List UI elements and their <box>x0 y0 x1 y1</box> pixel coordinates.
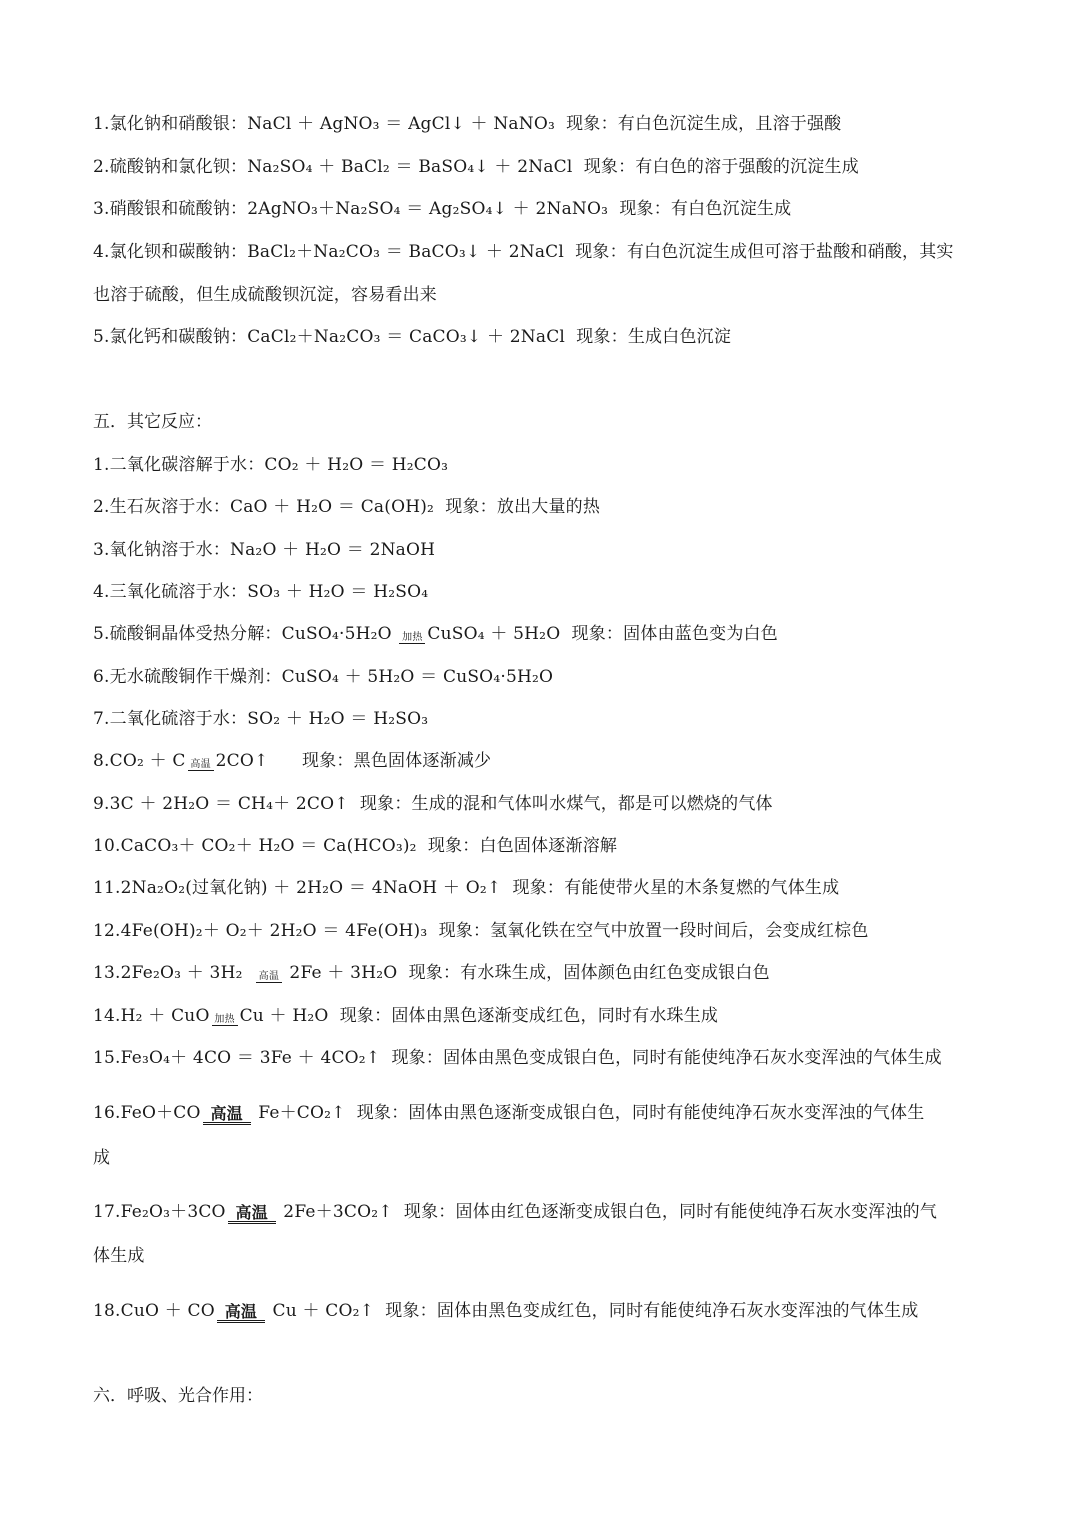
section-5-heading: 五．其它反应： <box>93 412 212 432</box>
reaction-condition <box>217 1304 265 1323</box>
equation-line-5-7 <box>93 707 428 731</box>
equation-line-5-18 <box>93 1299 918 1323</box>
equation-line-5-15 <box>93 1046 942 1070</box>
equation-text: Cu ＋ CO₂↑ 现象：固体由黑色变成红色，同时有能使纯净石灰水变浑浊的气体生成 <box>266 1301 919 1321</box>
equation-text: 10.CaCO₃＋ CO₂＋ H₂O ＝ Ca(HCO₃)₂ 现象：白色固体逐渐溶解 <box>93 836 618 856</box>
equation-line-5-16-continued: 成 <box>93 1148 111 1168</box>
equation-text: 9.3C ＋ 2H₂O ＝ CH₄＋ 2CO↑ 现象：生成的混和气体叫水煤气，都是可以燃烧的气体 <box>93 794 773 814</box>
equation-text: 15.Fe₃O₄＋ 4CO ＝ 3Fe ＋ 4CO₂↑ 现象：固体由黑色变成银白色，同时有能使纯净石灰水变浑浊的气体生成 <box>93 1048 942 1068</box>
equation-line-5-2 <box>93 495 600 519</box>
equation-text: 4.三氧化硫溶于水：SO₃ ＋ H₂O ＝ H₂SO₄ <box>93 582 429 602</box>
equation-line-4-4-continued: 也溶于硫酸，但生成硫酸钡沉淀，容易看出来 <box>93 285 437 305</box>
equation-text: 12.4Fe(OH)₂＋ O₂＋ 2H₂O ＝ 4Fe(OH)₃ 现象：氢氧化铁在空气中放置一段时间后，会变成红棕色 <box>93 921 869 941</box>
equation-line-5-9 <box>93 792 773 816</box>
condition-label: 加热 <box>402 632 423 643</box>
equation-text: 13.2Fe₂O₃ ＋ 3H₂ <box>93 963 254 983</box>
equation-text: 2.生石灰溶于水：CaO ＋ H₂O ＝ Ca(OH)₂ 现象：放出大量的热 <box>93 497 601 517</box>
condition-arrow-bar <box>399 643 425 646</box>
equation-line-5-1 <box>93 453 448 477</box>
condition-label: 加热 <box>214 1014 235 1025</box>
condition-arrow-bar <box>256 982 282 985</box>
condition-label: 高温 <box>258 971 280 982</box>
condition-arrow-bar <box>188 770 214 773</box>
reaction-condition <box>228 1205 276 1224</box>
equation-text: 16.FeO＋CO <box>93 1103 201 1123</box>
equation-line-5-4 <box>93 580 428 604</box>
reaction-condition <box>188 760 214 773</box>
reaction-condition <box>203 1106 251 1125</box>
equation-line-4-4 <box>93 240 954 264</box>
equation-text: 2CO↑ 现象：黑色固体逐渐减少 <box>215 751 492 771</box>
equation-text: 11.2Na₂O₂(过氧化钠) ＋ 2H₂O ＝ 4NaOH ＋ O₂↑ 现象：有能使带火星的木条复燃的气体生成 <box>93 878 840 898</box>
equation-line-5-6 <box>93 665 553 689</box>
reaction-condition <box>212 1015 238 1028</box>
equation-text: CuSO₄ ＋ 5H₂O 现象：固体由蓝色变为白色 <box>427 624 778 644</box>
equation-text: 8.CO₂ ＋ C <box>93 751 186 771</box>
equation-line-5-17-continued: 体生成 <box>93 1246 145 1266</box>
equation-text: 18.CuO ＋ CO <box>93 1301 215 1321</box>
equation-text: 6.无水硫酸铜作干燥剂：CuSO₄ ＋ 5H₂O ＝ CuSO₄·5H₂O <box>93 667 554 687</box>
section-6-heading: 六．呼吸、光合作用： <box>93 1386 263 1406</box>
equation-text: Fe＋CO₂↑ 现象：固体由黑色逐渐变成银白色，同时有能使纯净石灰水变浑浊的气体生 <box>252 1103 925 1123</box>
condition-label: 高温 <box>235 1203 268 1222</box>
equation-line-4-1 <box>93 112 841 136</box>
equation-text: 2Fe＋3CO₂↑ 现象：固体由红色逐渐变成银白色，同时有能使纯净石灰水变浑浊的气 <box>277 1202 938 1222</box>
equation-line-5-13 <box>93 961 770 985</box>
equation-text: 1.二氧化碳溶解于水：CO₂ ＋ H₂O ＝ H₂CO₃ <box>93 455 449 475</box>
equation-line-5-14 <box>93 1004 718 1028</box>
equation-line-4-3 <box>93 197 791 221</box>
equation-line-4-2 <box>93 155 859 179</box>
reaction-condition <box>399 633 425 646</box>
equation-line-5-3 <box>93 538 435 562</box>
equation-line-5-10 <box>93 834 617 858</box>
equation-text: 2Fe ＋ 3H₂O 现象：有水珠生成，固体颜色由红色变成银白色 <box>283 963 770 983</box>
condition-label: 高温 <box>190 759 211 770</box>
equation-line-5-8 <box>93 749 491 773</box>
condition-label: 高温 <box>224 1302 258 1321</box>
equation-line-4-5 <box>93 325 731 349</box>
equation-text: 14.H₂ ＋ CuO <box>93 1006 210 1026</box>
equation-text: 1.氯化钠和硝酸银：NaCl ＋ AgNO₃ ＝ AgCl↓ ＋ NaNO₃ 现象：有白色沉淀生成，且溶于强酸 <box>93 114 842 134</box>
equation-text: 4.氯化钡和碳酸钠：BaCl₂＋Na₂CO₃ ＝ BaCO₃↓ ＋ 2NaCl 现象：有白色沉淀生成但可溶于盐酸和硝酸，其实 <box>93 242 954 262</box>
condition-arrow-bar <box>212 1025 238 1028</box>
equation-text: 7.二氧化硫溶于水：SO₂ ＋ H₂O ＝ H₂SO₃ <box>93 709 429 729</box>
equation-text: 3.氧化钠溶于水：Na₂O ＋ H₂O ＝ 2NaOH <box>93 540 436 560</box>
equation-text: Cu ＋ H₂O 现象：固体由黑色逐渐变成红色，同时有水珠生成 <box>239 1006 719 1026</box>
equation-line-5-17 <box>93 1200 937 1224</box>
equation-text: 17.Fe₂O₃＋3CO <box>93 1202 226 1222</box>
equation-line-5-5 <box>93 622 778 646</box>
equation-line-5-11 <box>93 876 839 900</box>
equation-text: 3.硝酸银和硫酸钠：2AgNO₃＋Na₂SO₄ ＝ Ag₂SO₄↓ ＋ 2NaNO₃ 现象：有白色沉淀生成 <box>93 199 792 219</box>
equation-line-5-12 <box>93 919 869 943</box>
equation-text: 2.硫酸钠和氯化钡：Na₂SO₄ ＋ BaCl₂ ＝ BaSO₄↓ ＋ 2NaCl 现象：有白色的溶于强酸的沉淀生成 <box>93 157 859 177</box>
equation-line-5-16 <box>93 1101 924 1125</box>
reaction-condition <box>256 972 282 985</box>
equation-text: 5.氯化钙和碳酸钠：CaCl₂＋Na₂CO₃ ＝ CaCO₃↓ ＋ 2NaCl 现象：生成白色沉淀 <box>93 327 732 347</box>
condition-label: 高温 <box>210 1104 243 1123</box>
equation-text: 5.硫酸铜晶体受热分解：CuSO₄·5H₂O <box>93 624 398 644</box>
